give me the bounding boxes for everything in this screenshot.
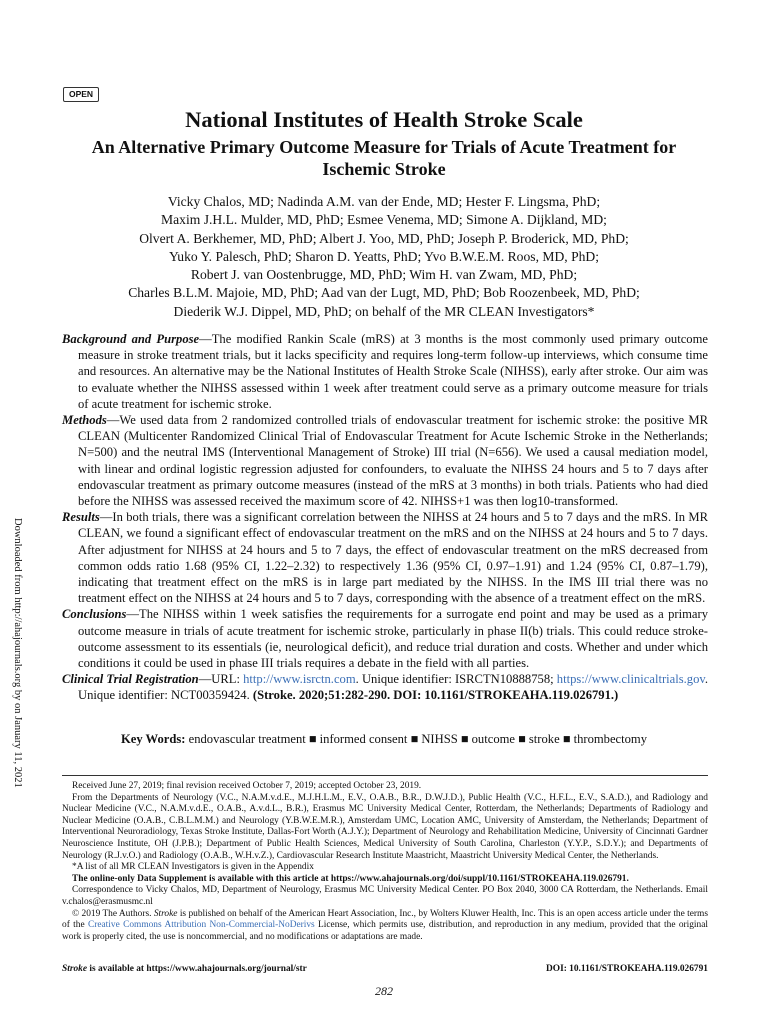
background-label: Background and Purpose <box>62 332 200 346</box>
isrctn-link[interactable]: http://www.isrctn.com <box>243 672 356 687</box>
clinicaltrials-link[interactable]: https://www.clinicaltrials.gov <box>556 672 705 687</box>
footer-bar <box>62 964 708 974</box>
abstract-conclusions <box>62 606 708 671</box>
registration-prefix: —URL: <box>198 672 244 687</box>
journal-site <box>62 964 307 974</box>
abstract-background <box>62 331 708 412</box>
keywords <box>0 731 768 747</box>
correspondence: Correspondence to Vicky Chalos, MD, Department of Neurology, Erasmus MC University Medical Center. PO Box 2040, 3000 CA Rotterdam, the Netherlands. Email v.chalos@erasmusmc.nl <box>62 885 708 907</box>
author-line: Maxim J.H.L. Mulder, MD, PhD; Esmee Venema, MD; Simone A. Dijkland, MD; <box>161 212 607 228</box>
page-number: 282 <box>375 984 393 998</box>
received-dates: Received June 27, 2019; final revision received October 7, 2019; accepted October 23, 2019. <box>72 781 422 791</box>
author-line: Olvert A. Berkhemer, MD, PhD; Albert J. Yoo, MD, PhD; Joseph P. Broderick, MD, PhD; <box>139 230 629 246</box>
methods-text: —We used data from 2 randomized controlled trials of endovascular treatment for ischemic stroke: the positive MR CLEAN (Multicenter Randomized Clinical Trial of Endovascular Treatment for Acute Ischemic Stroke in the Netherlands; N=500) and the neutral IMS (Interventional Management of Stroke) III trial (N=656). We used a causal mediation model, with linear and ordinal logistic regression adjusted for confounders, to evaluate the NIHSS 24 hours and 5 to 7 days after endovascular treatment as primary outcome measures (instead of the mRS at 3 months) in both trials. Patients who had died before the NIHSS was assessed received the maximum score of 42. NIHSS+1 was then log10-transformed. <box>78 413 708 509</box>
article-citation: (Stroke. 2020;51:282-290. DOI: 10.1161/STROKEAHA.119.026791.) <box>252 688 619 703</box>
keywords-text: endovascular treatment ■ informed consent ■ NIHSS ■ outcome ■ stroke ■ thrombectomy <box>188 732 648 746</box>
author-line: Yuko Y. Palesch, PhD; Sharon D. Yeatts, PhD; Yvo B.W.E.M. Roos, MD, PhD; <box>168 248 600 264</box>
author-line: Charles B.L.M. Majoie, MD, PhD; Aad van der Lugt, MD, PhD; Bob Roozenbeek, MD, PhD; <box>128 285 640 301</box>
footnotes <box>62 781 708 943</box>
author-line: Diederik W.J. Dippel, MD, PhD; on behalf of the MR CLEAN Investigators* <box>173 303 595 319</box>
keywords-label: Key Words: <box>120 732 186 746</box>
copyright-journal: Stroke <box>153 908 178 919</box>
footnote-divider <box>62 775 708 776</box>
copyright-c: License, which permits use, distribution, and reproduction in any medium, provided that the original work is properly cited, the use is noncommercial, and no modifications or adaptations are made. <box>62 920 708 942</box>
methods-label: Methods <box>62 413 107 428</box>
article-title: National Institutes of Health Stroke Scale <box>185 107 583 132</box>
abstract <box>62 331 708 704</box>
journal-site-rest: is available at https://www.ahajournals.org/journal/str <box>87 964 307 974</box>
investigators-note: *A list of all MR CLEAN Investigators is given in the Appendix <box>72 862 314 873</box>
author-line: Vicky Chalos, MD; Nadinda A.M. van der Ende, MD; Hester F. Lingsma, PhD; <box>167 194 601 209</box>
supplement-note: The online-only Data Supplement is available with this article at https://www.ahajournals.org/doi/suppl/10.1161/STROKEAHA.119.026791. <box>72 873 629 884</box>
journal-site-name: Stroke <box>62 964 88 974</box>
abstract-methods <box>62 412 708 509</box>
registration-suffix: . Unique identifier: NCT00359424. <box>78 672 709 703</box>
copyright <box>62 909 708 944</box>
background-text: —The modified Rankin Scale (mRS) at 3 months is the most commonly used primary outcome measure in stroke treatment trials, but it lacks specificity and requires long-term follow-up interviews, which consume time and resources. An alternative may be the National Institutes of Health Stroke Scale (NIHSS), early after stroke. Our aim was to evaluate whether the NIHSS assessed within 1 week after treatment could serve as a primary outcome measure for trials of acute treatment for ischemic stroke. <box>78 332 708 411</box>
results-label: Results <box>62 510 100 525</box>
author-line: Robert J. van Oostenbrugge, MD, PhD; Wim H. van Zwam, MD, PhD; <box>190 267 578 283</box>
author-list <box>60 193 708 321</box>
conclusions-text: —The NIHSS within 1 week satisfies the requirements for a surrogate end point and may be used as a primary outcome measure in trials of acute treatment for ischemic stroke, particularly in phase II(b) trials. This could reduce stroke-outcome assessment to its essentials (ie, neurological deficit), and reduce trial duration and costs. Whether and under which conditions it could be used in phase III trials requires a debate in the field with all parties. <box>78 607 708 671</box>
article-subtitle: An Alternative Primary Outcome Measure for Trials of Acute Treatment for Ischemic Stroke <box>91 137 677 179</box>
license-link[interactable]: Creative Commons Attribution Non-Commercial-NoDerivs <box>87 920 315 931</box>
download-note: Downloaded from http://ahajournals.org by on January 11, 2021 <box>12 518 23 788</box>
results-text: —In both trials, there was a significant correlation between the NIHSS at 24 hours and 5 to 7 days and the mRS. In MR CLEAN, we found a significant effect of endovascular treatment on the mRS and on the NIHSS at 24 hours and 5 to 7 days. After adjustment for NIHSS at 24 hours and 5 to 7 days, the effect of endovascular treatment on the mRS decreased from common odds ratio 1.68 (95% CI, 1.22–2.32) to respectively 1.36 (95% CI, 0.97–1.91) and 1.24 (95% CI, 0.87–1.79), indicating that treatment effect on the mRS is in large part mediated by the NIHSS. In the IMS III trial there was no treatment effect on the NIHSS at 24 hours and 5 to 7 days, corresponding with the absence of a treatment effect on the mRS. <box>78 510 708 606</box>
footer-doi: DOI: 10.1161/STROKEAHA.119.026791 <box>546 964 708 974</box>
copyright-b: is published on behalf of the American Heart Association, Inc., by Wolters Kluwer Health, Inc. This is an open access article under the terms of the <box>62 908 708 931</box>
conclusions-label: Conclusions <box>62 607 127 622</box>
abstract-results <box>62 509 708 606</box>
open-access-badge: OPEN <box>63 87 99 102</box>
abstract-registration <box>62 671 708 703</box>
affiliations: From the Departments of Neurology (V.C., N.A.M.v.d.E., M.J.H.L.M., E.V., O.A.B., B.R., D.W.J.D.), Public Health (V.C., H.F.L., E.V., S.A.D.), and Radiology and Nuclear Medicine (V.C., N.A.M.v.d.E., O.A.B., A.v.d.L., B.R.), Erasmus MC University Medical Center, Rotterdam, the Netherlands; Departments of Radiology and Nuclear Medicine (O.A.B., C.B.L.M.M.) and Neurology (Y.B.W.E.M.R.), Amsterdam UMC, Location AMC, University of Amsterdam, the Netherlands; Department of Interventional Neuroradiology, Texas Stroke Institute, Dallas-Fort Worth (A.J.Y.); Department of Neurology and Rehabilitation Medicine, University of Cincinnati Gardner Neuroscience Institute, OH (J.P.B.); Department of Public Health Sciences, Medical University of South Carolina, Charleston (Y.Y.P., S.D.Y.); and Departments of Neurology (R.J.v.O.) and Radiology (O.A.B., W.H.v.Z.), Cardiovascular Research Institute Maastricht, Maastricht University Medical Center, the Netherlands. <box>62 792 708 861</box>
registration-mid: . Unique identifier: ISRCTN10888758; <box>355 672 557 687</box>
copyright-a: © 2019 The Authors. <box>72 908 154 919</box>
registration-label: Clinical Trial Registration <box>62 672 199 687</box>
